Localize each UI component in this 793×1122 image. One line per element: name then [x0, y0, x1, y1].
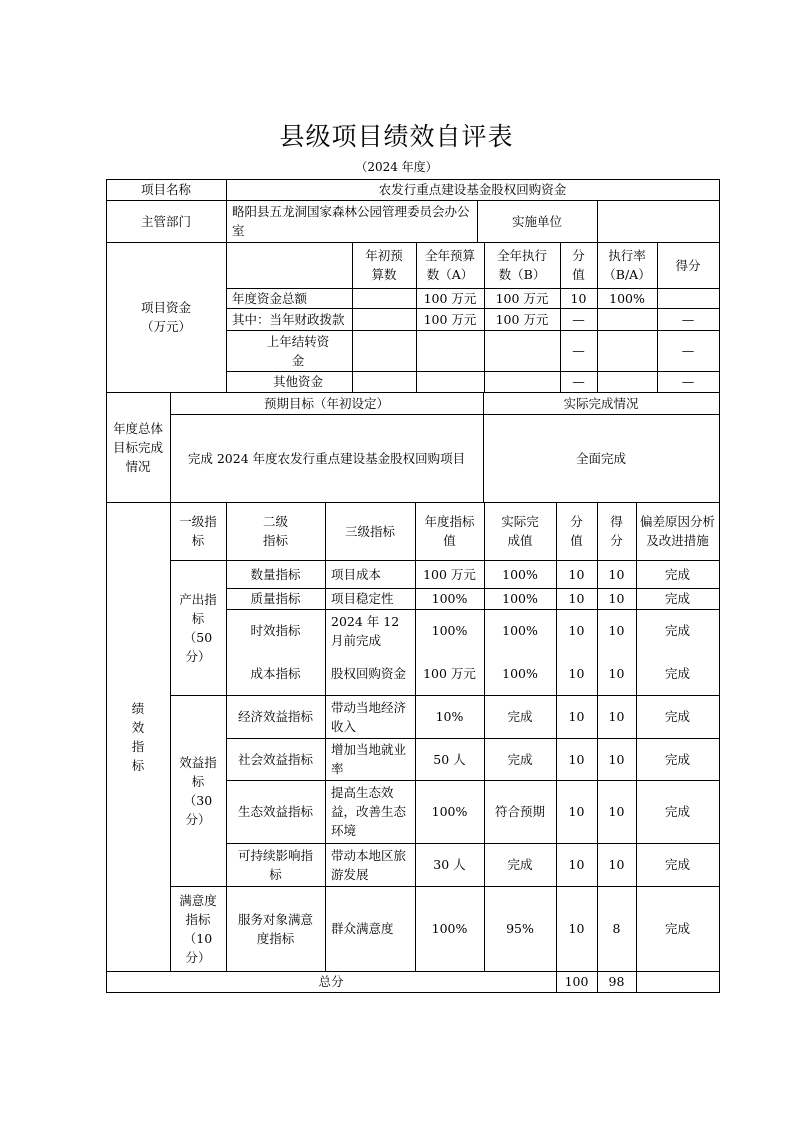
fund-score: — [681, 374, 695, 389]
total-label: 总分 [318, 974, 344, 989]
actual-value: 100% [502, 623, 538, 638]
deviation-value: 完成 [664, 666, 690, 681]
impl-value [597, 200, 719, 242]
ind-score-value: 10 [568, 591, 585, 606]
ind-score-value: 10 [568, 857, 585, 872]
ind-score: 10 [608, 566, 625, 582]
ind-score: 10 [608, 709, 625, 724]
header-target: 年度指标值 [424, 514, 475, 548]
project-name-label: 项目名称 [140, 182, 191, 197]
fund-row-label: 上年结转资金 [266, 333, 330, 368]
goals-actual-header: 实际完成情况 [563, 395, 639, 411]
table-rule [719, 179, 720, 993]
fund-annual-budget [352, 308, 416, 330]
actual-value: 95% [506, 921, 534, 936]
level2-label: 质量指标 [250, 591, 301, 606]
ind-score-value: 10 [568, 566, 585, 582]
header-annual-budget: 年初预算数 [365, 248, 403, 282]
deviation-value: 完成 [664, 623, 690, 638]
header-score-value: 分值 [572, 248, 585, 282]
total-score: 98 [608, 974, 625, 989]
level3-label: 2024 年 12 月前完成 [331, 613, 400, 648]
deviation-value: 完成 [664, 566, 690, 582]
level1-label: 产出指标（50分） [179, 591, 217, 664]
level2-label: 时效指标 [250, 623, 301, 638]
level3-label: 带动本地区旅游发展 [331, 847, 407, 882]
goals-expected-header: 预期目标（年初设定） [263, 395, 389, 411]
level2-label: 社会效益指标 [237, 751, 313, 767]
actual-value: 完成 [507, 857, 533, 872]
header-ind-score-value: 分值 [570, 514, 583, 548]
ind-score: 10 [608, 804, 625, 819]
page-title: 县级项目绩效自评表 [279, 122, 514, 151]
goals-expected: 完成 2024 年度农发行重点建设基金股权回购项目 [187, 450, 466, 466]
target-value: 100% [431, 623, 468, 638]
level2-label: 可持续影响指标 [237, 847, 313, 882]
level1-label: 满意度指标（10分） [179, 892, 217, 965]
level2-label: 生态效益指标 [237, 804, 313, 819]
ind-score: 10 [608, 591, 625, 606]
dept-label: 主管部门 [140, 213, 191, 229]
fund-row-label: 其中：当年财政拨款 [232, 311, 345, 327]
level3-label: 增加当地就业率 [331, 742, 407, 776]
fund-full-exec [484, 330, 560, 371]
ind-score: 10 [608, 666, 625, 681]
fund-score-value: 10 [570, 290, 587, 306]
deviation-value: 完成 [664, 857, 690, 872]
actual-value: 完成 [507, 709, 533, 724]
target-value: 100% [431, 591, 468, 606]
level2-label: 数量指标 [250, 566, 301, 582]
ind-score: 10 [608, 857, 625, 872]
indicators-label: 绩效指标 [131, 700, 145, 773]
level3-label: 群众满意度 [331, 921, 394, 936]
fund-row-label: 其他资金 [272, 374, 323, 389]
level3-label: 项目成本 [331, 566, 382, 582]
level2-label: 成本指标 [250, 666, 301, 681]
fund-full-budget: 100 万元 [423, 290, 477, 306]
header-exec-rate: 执行率（B/A） [603, 248, 651, 282]
year-label: （2024 年度） [355, 160, 438, 174]
fund-full-exec: 100 万元 [495, 290, 549, 306]
deviation-value: 完成 [664, 709, 690, 724]
target-value: 30 人 [433, 857, 466, 872]
ind-score-value: 10 [568, 666, 585, 681]
header-level3: 三级指标 [344, 523, 395, 539]
deviation-value: 完成 [664, 591, 690, 606]
fund-exec-rate [597, 330, 657, 371]
header-full-exec: 全年执行数（B） [496, 248, 547, 282]
fund-full-budget: 100 万元 [423, 311, 477, 327]
fund-row-label: 年度资金总额 [232, 290, 308, 306]
fund-annual-budget [352, 330, 416, 371]
goals-actual: 全面完成 [575, 450, 626, 466]
header-ind-score: 得分 [610, 514, 623, 548]
level3-label: 项目稳定性 [331, 591, 394, 606]
fund-exec-rate [597, 371, 657, 392]
target-value: 100 万元 [423, 666, 476, 681]
fund-score-value: — [572, 343, 585, 358]
goals-label: 年度总体目标完成情况 [113, 420, 164, 474]
fund-full-budget [416, 371, 484, 392]
level3-label: 股权回购资金 [331, 666, 407, 681]
level3-label: 提高生态效益，改善生态环境 [331, 785, 407, 838]
fund-exec-rate: 100% [609, 290, 645, 306]
target-value: 50 人 [433, 751, 466, 767]
target-value: 100% [431, 921, 468, 936]
header-score: 得分 [675, 257, 701, 273]
project-name-value: 农发行重点建设基金股权回购资金 [378, 182, 567, 197]
fund-score [657, 288, 719, 308]
fund-full-exec [484, 371, 560, 392]
header-deviation: 偏差原因分析及改进措施 [640, 514, 716, 548]
deviation-value: 完成 [664, 804, 690, 819]
ind-score-value: 10 [568, 804, 585, 819]
actual-value: 100% [502, 666, 538, 681]
actual-value: 符合预期 [494, 804, 545, 819]
ind-score-value: 10 [568, 623, 585, 638]
fund-full-exec: 100 万元 [495, 311, 549, 327]
ind-score: 8 [612, 921, 621, 936]
fund-annual-budget [352, 288, 416, 308]
fund-score: — [681, 343, 695, 358]
ind-score: 10 [608, 751, 625, 767]
funds-label: 项目资金（万元） [140, 300, 191, 334]
target-value: 10% [435, 709, 464, 724]
fund-exec-rate [597, 308, 657, 330]
actual-value: 完成 [507, 751, 533, 767]
actual-value: 100% [502, 566, 538, 582]
table-rule [106, 992, 720, 993]
dept-value: 略阳县五龙洞国家森林公园管理委员会办公室 [232, 204, 470, 238]
header-full-budget: 全年预算数（A） [424, 248, 475, 282]
target-value: 100% [431, 804, 468, 819]
deviation-value: 完成 [664, 751, 690, 767]
header-actual: 实际完成值 [501, 514, 539, 548]
ind-score-value: 10 [568, 921, 585, 936]
header-level1: 一级指标 [179, 514, 217, 548]
fund-score-value: — [572, 374, 585, 389]
level2-label: 服务对象满意度指标 [237, 911, 313, 946]
actual-value: 100% [502, 591, 538, 606]
target-value: 100 万元 [423, 566, 476, 582]
ind-score-value: 10 [568, 709, 585, 724]
impl-label: 实施单位 [511, 213, 562, 229]
fund-full-budget [416, 330, 484, 371]
fund-annual-budget [352, 371, 416, 392]
level1-label: 效益指标（30分） [179, 754, 217, 827]
ind-score: 10 [608, 623, 625, 638]
ind-score-value: 10 [568, 751, 585, 767]
fund-score: — [681, 311, 695, 327]
header-level2: 二级指标 [262, 514, 288, 548]
total-score-value: 100 [564, 974, 589, 989]
level2-label: 经济效益指标 [237, 709, 313, 724]
deviation-value: 完成 [664, 921, 690, 936]
level3-label: 带动当地经济收入 [331, 699, 407, 734]
fund-score-value: — [572, 311, 585, 327]
